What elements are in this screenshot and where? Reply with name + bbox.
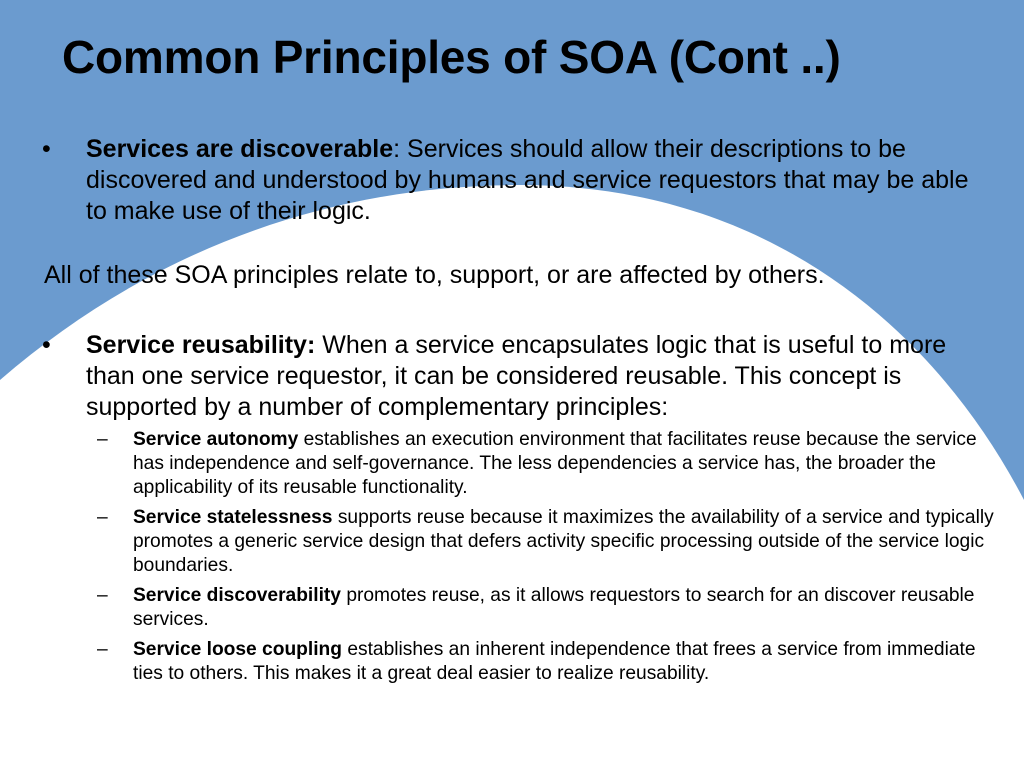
bullet-term: Services are discoverable (86, 135, 394, 163)
sub-item-service-autonomy (97, 428, 997, 500)
dash-marker: – (97, 639, 108, 660)
dash-marker: – (97, 429, 108, 450)
sub-item-description: supports reuse because it maximizes the availability of a service and typically promotes a generic service design that defers activity specific processing outside of the service logic boundaries. (133, 507, 994, 576)
bullet-marker: • (42, 331, 51, 359)
dash-marker: – (97, 585, 108, 606)
bullet-marker: • (42, 135, 51, 163)
sub-item-service-loose-coupling (97, 638, 997, 686)
sub-item-description: promotes reuse, as it allows requestors to search for an discover reusable services. (133, 585, 975, 630)
bullet-services-discoverable (42, 134, 992, 227)
sub-item-description: establishes an execution environment that facilitates reuse because the service has independence and self-governance. The less dependencies a service has, the broader the applicability of its reusable functionality. (133, 429, 977, 498)
sub-item-description: establishes an inherent independence that frees a service from immediate ties to others. This makes it a great deal easier to realize reusability. (133, 639, 976, 684)
slide-title: Common Principles of SOA (Cont ..) (62, 31, 841, 83)
reusability-sub-list (97, 428, 997, 692)
sub-item-term: Service discoverability (133, 585, 341, 606)
bullet-description: : Services should allow their descriptions to be discovered and understood by humans and service requestors that may be able to make use of their logic. (86, 135, 969, 225)
bullet-term: Service reusability: (86, 331, 316, 359)
sub-item-term: Service loose coupling (133, 639, 342, 660)
dash-marker: – (97, 507, 108, 528)
principles-statement: All of these SOA principles relate to, support, or are affected by others. (44, 261, 825, 289)
sub-item-term: Service statelessness (133, 507, 333, 528)
bullet-service-reusability (42, 330, 992, 423)
bullet-description: When a service encapsulates logic that is useful to more than one service requestor, it can be considered reusable. This concept is supported by a number of complementary principles: (86, 331, 947, 421)
sub-item-service-discoverability (97, 584, 997, 632)
sub-item-term: Service autonomy (133, 429, 299, 450)
sub-item-service-statelessness (97, 506, 997, 578)
